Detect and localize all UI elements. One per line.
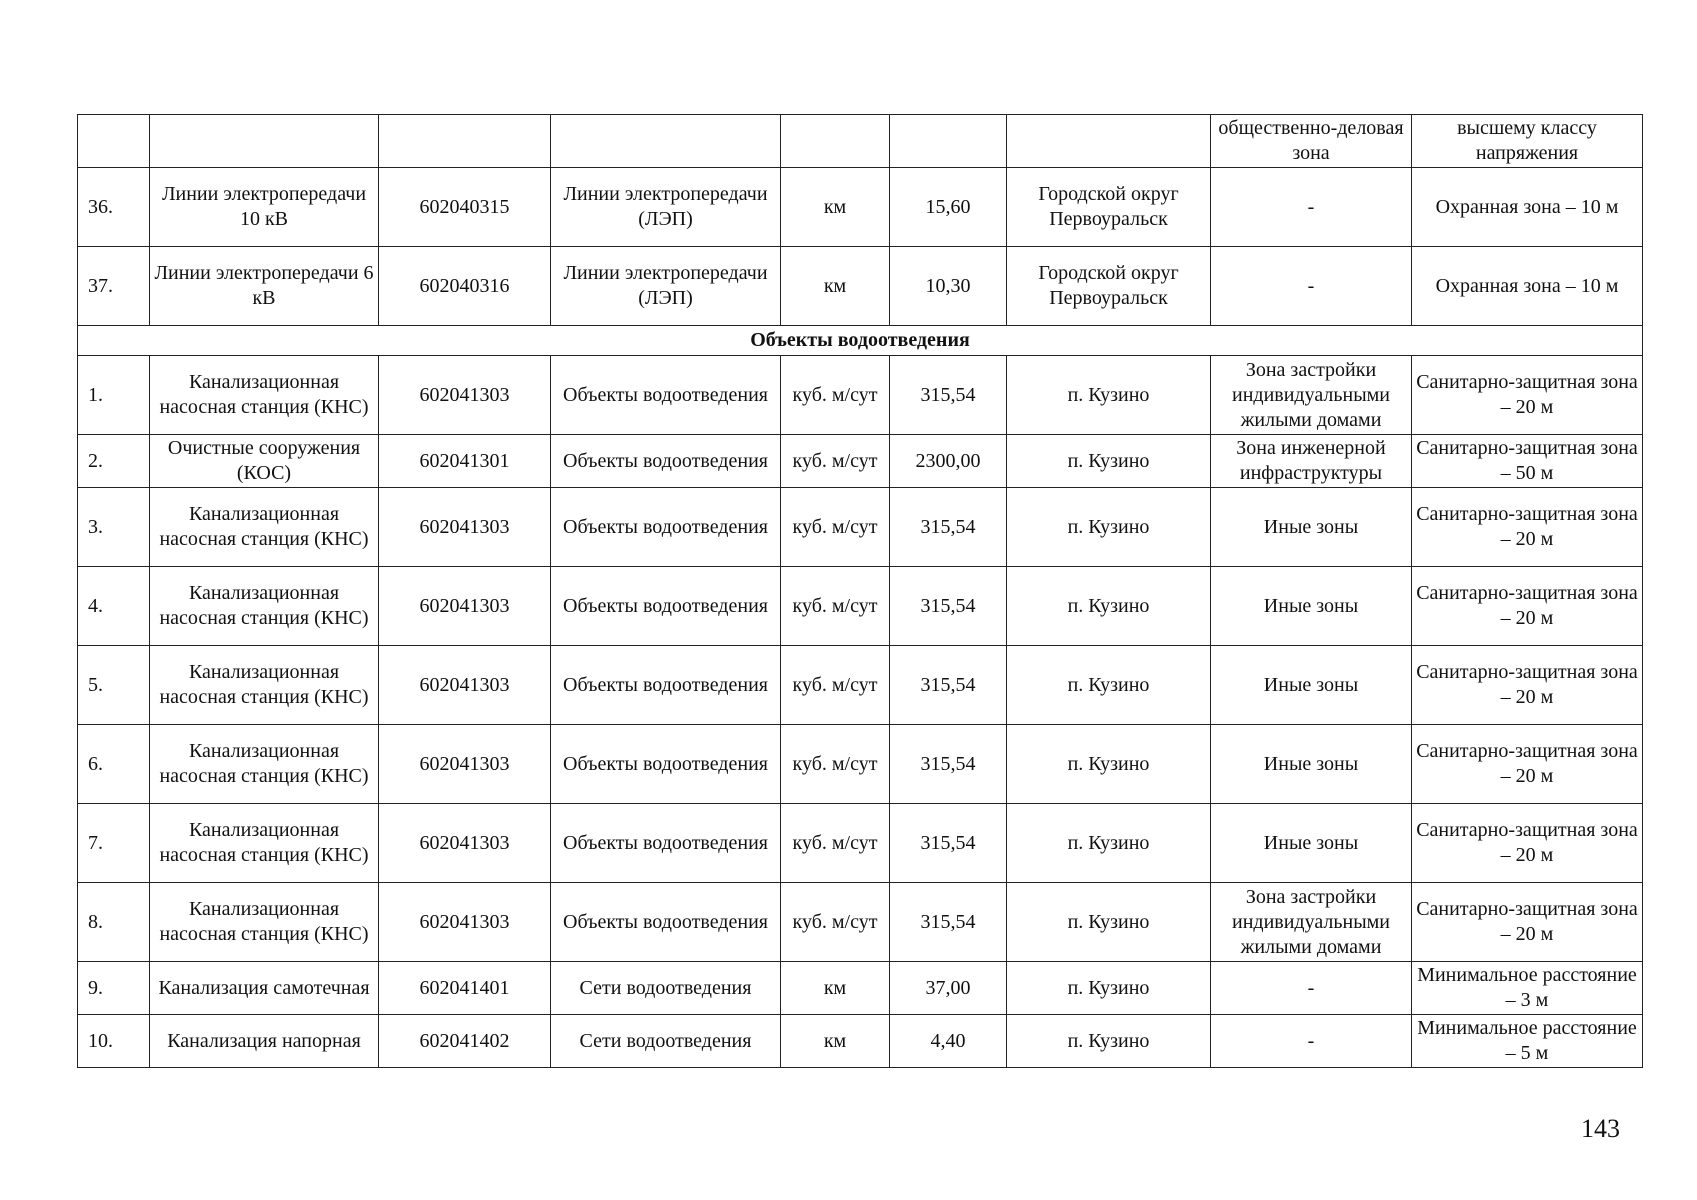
cell-num: 10. (78, 1015, 150, 1068)
cell-num: 3. (78, 488, 150, 567)
cell-value: 315,54 (890, 646, 1007, 725)
table-row (78, 356, 1643, 435)
cell-restriction: Санитарно-защитная зона – 20 м (1412, 646, 1643, 725)
cell-location: п. Кузино (1007, 962, 1211, 1015)
cell-type: Объекты водоотведения (551, 646, 781, 725)
cell-unit: куб. м/сут (781, 804, 890, 883)
cell-location: Городской округ Первоуральск (1007, 247, 1211, 326)
table-row (78, 488, 1643, 567)
cell-num (78, 115, 150, 168)
cell-code: 602041303 (379, 725, 551, 804)
cell-zone: Зона инженерной инфраструктуры (1211, 435, 1412, 488)
table-row (78, 883, 1643, 962)
cell-type: Сети водоотведения (551, 962, 781, 1015)
cell-value: 315,54 (890, 356, 1007, 435)
cell-restriction: Санитарно-защитная зона – 20 м (1412, 488, 1643, 567)
cell-zone: - (1211, 962, 1412, 1015)
section-title: Объекты водоотведения (78, 326, 1643, 356)
cell-unit: куб. м/сут (781, 725, 890, 804)
cell-location: п. Кузино (1007, 1015, 1211, 1068)
objects-table (77, 114, 1643, 1068)
cell-value (890, 115, 1007, 168)
cell-type (551, 115, 781, 168)
cell-type: Объекты водоотведения (551, 435, 781, 488)
cell-restriction: Санитарно-защитная зона – 20 м (1412, 567, 1643, 646)
cell-location (1007, 115, 1211, 168)
cell-name: Очистные сооружения (КОС) (150, 435, 379, 488)
cell-type: Объекты водоотведения (551, 804, 781, 883)
cell-name: Канализационная насосная станция (КНС) (150, 488, 379, 567)
cell-code: 602040316 (379, 247, 551, 326)
cell-restriction: Санитарно-защитная зона – 50 м (1412, 435, 1643, 488)
cell-unit: км (781, 1015, 890, 1068)
table-row (78, 725, 1643, 804)
cell-num: 7. (78, 804, 150, 883)
section-row (78, 326, 1643, 356)
cell-type: Объекты водоотведения (551, 725, 781, 804)
cell-name: Канализационная насосная станция (КНС) (150, 725, 379, 804)
cell-zone: Зона застройки индивидуальными жилыми домами (1211, 883, 1412, 962)
cell-unit: куб. м/сут (781, 646, 890, 725)
cell-location: п. Кузино (1007, 356, 1211, 435)
table-row (78, 247, 1643, 326)
cell-restriction: Санитарно-защитная зона – 20 м (1412, 883, 1643, 962)
cell-value: 315,54 (890, 883, 1007, 962)
cell-unit: км (781, 962, 890, 1015)
cell-restriction: Минимальное расстояние – 3 м (1412, 962, 1643, 1015)
cell-zone: - (1211, 1015, 1412, 1068)
cell-location: п. Кузино (1007, 804, 1211, 883)
cell-zone: Иные зоны (1211, 488, 1412, 567)
cell-zone: Иные зоны (1211, 804, 1412, 883)
cell-num: 9. (78, 962, 150, 1015)
cell-value: 315,54 (890, 488, 1007, 567)
cell-restriction: Санитарно-защитная зона – 20 м (1412, 725, 1643, 804)
cell-num: 2. (78, 435, 150, 488)
cell-zone: Иные зоны (1211, 725, 1412, 804)
cell-zone: - (1211, 247, 1412, 326)
cell-unit (781, 115, 890, 168)
cell-code: 602041303 (379, 488, 551, 567)
cell-restriction: Минимальное расстояние – 5 м (1412, 1015, 1643, 1068)
cell-num: 6. (78, 725, 150, 804)
cell-restriction: Охранная зона – 10 м (1412, 168, 1643, 247)
cell-type: Сети водоотведения (551, 1015, 781, 1068)
cell-zone: общественно-деловая зона (1211, 115, 1412, 168)
cell-name: Канализационная насосная станция (КНС) (150, 646, 379, 725)
cell-code: 602040315 (379, 168, 551, 247)
cell-code: 602041402 (379, 1015, 551, 1068)
cell-zone: Зона застройки индивидуальными жилыми домами (1211, 356, 1412, 435)
cell-value: 37,00 (890, 962, 1007, 1015)
cell-code: 602041303 (379, 883, 551, 962)
cell-value: 15,60 (890, 168, 1007, 247)
cell-name: Линии электропередачи 6 кВ (150, 247, 379, 326)
cell-location: п. Кузино (1007, 883, 1211, 962)
table-row (78, 1015, 1643, 1068)
cell-name: Канализационная насосная станция (КНС) (150, 883, 379, 962)
cell-restriction: высшему классу напряжения (1412, 115, 1643, 168)
cell-restriction: Санитарно-защитная зона – 20 м (1412, 804, 1643, 883)
cell-unit: км (781, 247, 890, 326)
cell-num: 5. (78, 646, 150, 725)
cell-code: 602041303 (379, 646, 551, 725)
cell-code: 602041401 (379, 962, 551, 1015)
cell-location: п. Кузино (1007, 435, 1211, 488)
table-row (78, 115, 1643, 168)
cell-zone: Иные зоны (1211, 567, 1412, 646)
table-row (78, 567, 1643, 646)
cell-value: 315,54 (890, 567, 1007, 646)
cell-location: п. Кузино (1007, 567, 1211, 646)
table-row (78, 435, 1643, 488)
cell-unit: куб. м/сут (781, 435, 890, 488)
cell-num: 8. (78, 883, 150, 962)
cell-name (150, 115, 379, 168)
cell-code: 602041303 (379, 567, 551, 646)
cell-value: 10,30 (890, 247, 1007, 326)
cell-zone: Иные зоны (1211, 646, 1412, 725)
table-row (78, 168, 1643, 247)
cell-location: Городской округ Первоуральск (1007, 168, 1211, 247)
cell-value: 2300,00 (890, 435, 1007, 488)
cell-type: Линии электропередачи (ЛЭП) (551, 168, 781, 247)
cell-name: Линии электропередачи 10 кВ (150, 168, 379, 247)
table-row (78, 804, 1643, 883)
cell-location: п. Кузино (1007, 488, 1211, 567)
cell-restriction: Охранная зона – 10 м (1412, 247, 1643, 326)
cell-num: 4. (78, 567, 150, 646)
cell-name: Канализационная насосная станция (КНС) (150, 804, 379, 883)
cell-name: Канализационная насосная станция (КНС) (150, 356, 379, 435)
cell-name: Канализация напорная (150, 1015, 379, 1068)
page-number: 143 (1581, 1114, 1620, 1143)
cell-name: Канализационная насосная станция (КНС) (150, 567, 379, 646)
cell-type: Объекты водоотведения (551, 356, 781, 435)
cell-unit: куб. м/сут (781, 488, 890, 567)
cell-name: Канализация самотечная (150, 962, 379, 1015)
cell-type: Объекты водоотведения (551, 488, 781, 567)
cell-restriction: Санитарно-защитная зона – 20 м (1412, 356, 1643, 435)
cell-value: 315,54 (890, 725, 1007, 804)
cell-code (379, 115, 551, 168)
cell-num: 37. (78, 247, 150, 326)
cell-location: п. Кузино (1007, 646, 1211, 725)
cell-value: 4,40 (890, 1015, 1007, 1068)
table-row (78, 646, 1643, 725)
cell-unit: км (781, 168, 890, 247)
table-row (78, 962, 1643, 1015)
cell-num: 1. (78, 356, 150, 435)
cell-unit: куб. м/сут (781, 356, 890, 435)
cell-code: 602041301 (379, 435, 551, 488)
table-body (78, 115, 1643, 1068)
cell-num: 36. (78, 168, 150, 247)
cell-code: 602041303 (379, 804, 551, 883)
cell-type: Объекты водоотведения (551, 567, 781, 646)
cell-value: 315,54 (890, 804, 1007, 883)
cell-type: Линии электропередачи (ЛЭП) (551, 247, 781, 326)
cell-unit: куб. м/сут (781, 883, 890, 962)
cell-type: Объекты водоотведения (551, 883, 781, 962)
cell-location: п. Кузино (1007, 725, 1211, 804)
cell-unit: куб. м/сут (781, 567, 890, 646)
cell-code: 602041303 (379, 356, 551, 435)
cell-zone: - (1211, 168, 1412, 247)
